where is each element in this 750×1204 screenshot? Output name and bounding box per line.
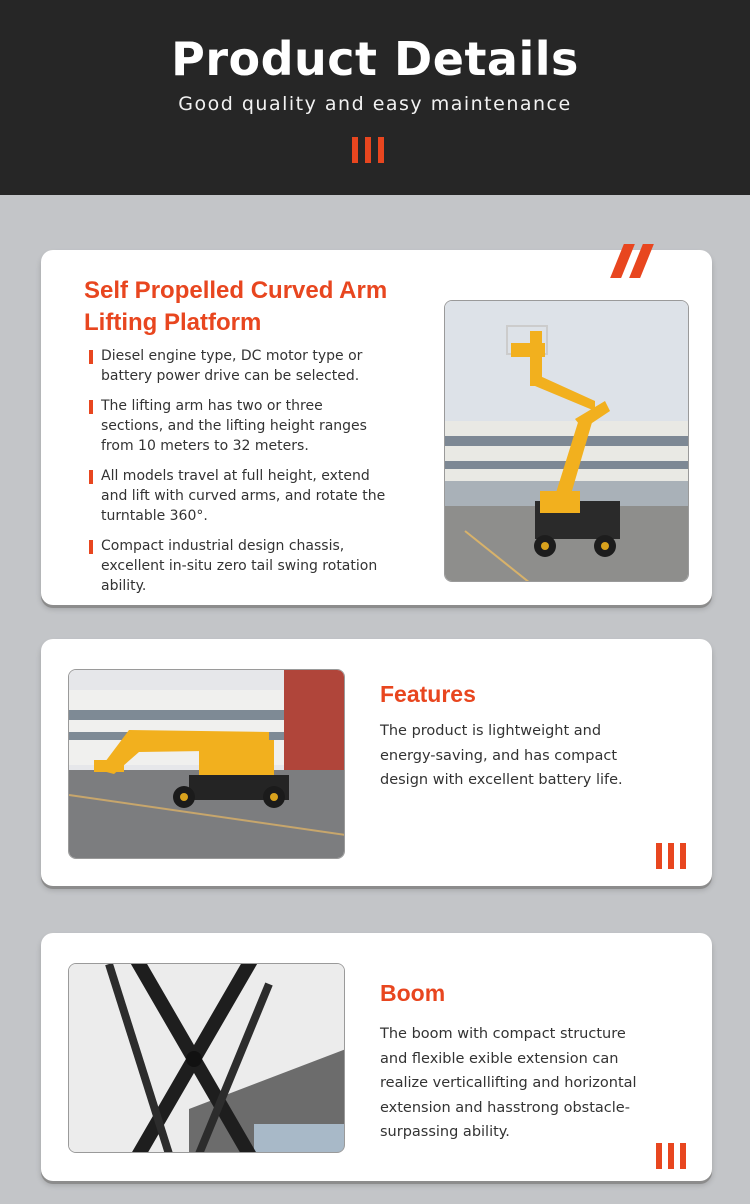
features-title: Features <box>380 681 476 707</box>
intro-bullet: The lifting arm has two or three sections, and the lifting height ranges from 10 meters to 32 meters. <box>89 396 389 456</box>
intro-bullet: Diesel engine type, DC motor type or battery power drive can be selected. <box>89 346 389 386</box>
intro-bullet: All models travel at full height, extend and lift with curved arms, and rotate the turntable 360°. <box>89 466 389 526</box>
platform-photo <box>444 300 689 582</box>
intro-title: Self Propelled Curved Arm Lifting Platform <box>84 277 388 336</box>
intro-bullet-list <box>89 346 389 606</box>
intro-card <box>41 250 712 605</box>
boom-card <box>41 933 712 1181</box>
boom-title: Boom <box>380 980 446 1006</box>
intro-bullet: Compact industrial design chassis, excellent in-situ zero tail swing rotation ability. <box>89 536 389 596</box>
boom-bars-decoration <box>656 1143 686 1169</box>
quote-mark-decoration <box>617 244 647 278</box>
page-title: Product Details <box>171 32 579 86</box>
boom-photo <box>68 963 345 1153</box>
header-bars-decoration <box>352 137 384 163</box>
features-card <box>41 639 712 886</box>
features-bars-decoration <box>656 843 686 869</box>
features-photo <box>68 669 345 859</box>
features-description: The product is lightweight and energy-saving, and has compact design with excellent battery life. <box>380 723 623 788</box>
page-subtitle: Good quality and easy maintenance <box>178 93 572 115</box>
page-header <box>0 0 750 195</box>
boom-description: The boom with compact structure and flexible exible extension can realize verticallifting and horizontal extension and hasstrong obstacle-surpassing ability. <box>380 1026 637 1140</box>
